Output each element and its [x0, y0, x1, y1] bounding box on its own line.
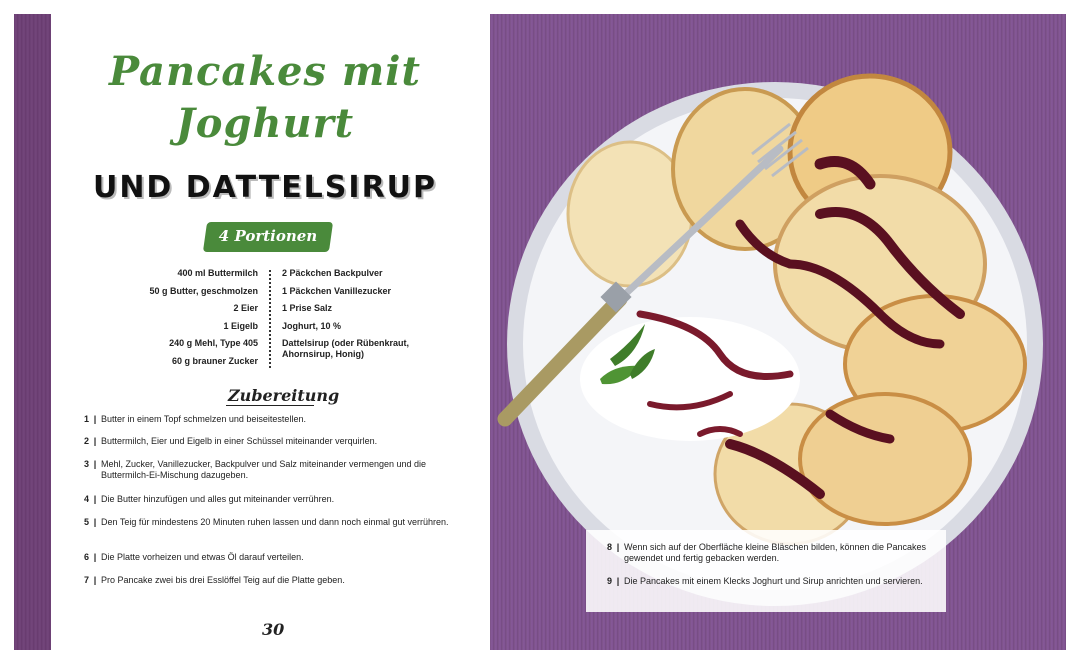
ingredient-item: Dattelsirup (oder Rübenkraut, Ahornsirup, Honig): [282, 338, 410, 359]
ingredients-divider: [269, 270, 271, 368]
ingredient-item: 240 g Mehl, Type 405: [169, 338, 258, 348]
step-text: Die Pancakes mit einem Klecks Joghurt und Sirup anrichten und servieren.: [624, 576, 923, 586]
portions-label: 4 Portionen: [218, 227, 318, 245]
step-item: 5 | Den Teig für mindestens 20 Minuten ruhen lassen und dann noch einmal gut verrühren.: [75, 517, 455, 552]
step-text: Die Butter hinzufügen und alles gut miteinander verrühren.: [101, 494, 335, 504]
title-line-2: Joghurt: [175, 100, 355, 147]
ingredients-right: [282, 268, 452, 362]
step-text: Die Platte vorheizen und etwas Öl darauf verteilen.: [101, 552, 304, 562]
ingredient-item: 1 Prise Salz: [282, 303, 333, 313]
step-number: 5: [83, 517, 89, 527]
step-text: Butter in einem Topf schmelzen und beiseitestellen.: [101, 414, 306, 424]
ingredient-item: 1 Eigelb: [223, 320, 258, 331]
step-item: 9 | Die Pancakes mit einem Klecks Joghurt und Sirup anrichten und servieren.: [598, 576, 938, 606]
step-item: 3 | Mehl, Zucker, Vanillezucker, Backpulver und Salz miteinander vermengen und die Buttermilch-Ei-Mischung dazugeben.: [75, 459, 455, 494]
heading-underline: [226, 405, 314, 406]
step-item: 8 | Wenn sich auf der Oberfläche kleine Bläschen bilden, können die Pancakes gewendet und fertig gebacken werden.: [598, 542, 938, 576]
ingredient-item: 2 Eier: [233, 303, 258, 313]
step-item: 6 | Die Platte vorheizen und etwas Öl darauf verteilen.: [75, 552, 455, 575]
ingredient-item: 50 g Butter, geschmolzen: [149, 285, 258, 296]
step-item: 4 | Die Butter hinzufügen und alles gut miteinander verrühren.: [75, 494, 455, 517]
step-text: Pro Pancake zwei bis drei Esslöffel Teig auf die Platte geben.: [101, 575, 345, 585]
purple-edge-strip: [14, 14, 51, 650]
ingredient-item: Joghurt, 10 %: [282, 320, 342, 331]
overlay-steps: [598, 542, 938, 606]
step-item: 7 | Pro Pancake zwei bis drei Esslöffel Teig auf die Platte geben.: [75, 575, 455, 598]
step-number: 1: [83, 414, 89, 424]
step-number: 3: [83, 459, 89, 469]
step-text: Wenn sich auf der Oberfläche kleine Bläschen bilden, können die Pancakes gewendet und fertig gebacken werden.: [624, 542, 927, 563]
ingredient-item: 1 Päckchen Vanillezucker: [282, 285, 392, 296]
title-line-3: UND DATTELSIRUP: [92, 170, 438, 205]
ingredients-left: [100, 268, 258, 373]
step-item: 2 | Buttermilch, Eier und Eigelb in einer Schüssel miteinander verquirlen.: [75, 436, 455, 459]
step-number: 2: [83, 436, 89, 446]
step-item: 1 | Butter in einem Topf schmelzen und beiseitestellen.: [75, 414, 455, 436]
step-number: 4: [83, 494, 89, 504]
step-number: 8: [606, 542, 612, 552]
step-text: Mehl, Zucker, Vanillezucker, Backpulver und Salz miteinander vermengen und die Buttermilch-Ei-Mischung dazugeben.: [101, 459, 427, 480]
ingredient-item: 400 ml Buttermilch: [177, 268, 258, 278]
page-number: 30: [262, 620, 285, 639]
title-line-1: Pancakes mit: [109, 48, 421, 95]
ingredient-item: 60 g brauner Zucker: [171, 355, 258, 366]
step-number: 6: [83, 552, 89, 562]
preparation-steps: [75, 414, 455, 598]
step-text: Den Teig für mindestens 20 Minuten ruhen lassen und dann noch einmal gut verrühren.: [101, 517, 449, 527]
ingredient-item: 2 Päckchen Backpulver: [282, 268, 383, 278]
step-number: 9: [606, 576, 612, 586]
preparation-heading: Zubereitung: [228, 386, 340, 405]
step-number: 7: [83, 575, 89, 585]
step-text: Buttermilch, Eier und Eigelb in einer Schüssel miteinander verquirlen.: [101, 436, 378, 446]
